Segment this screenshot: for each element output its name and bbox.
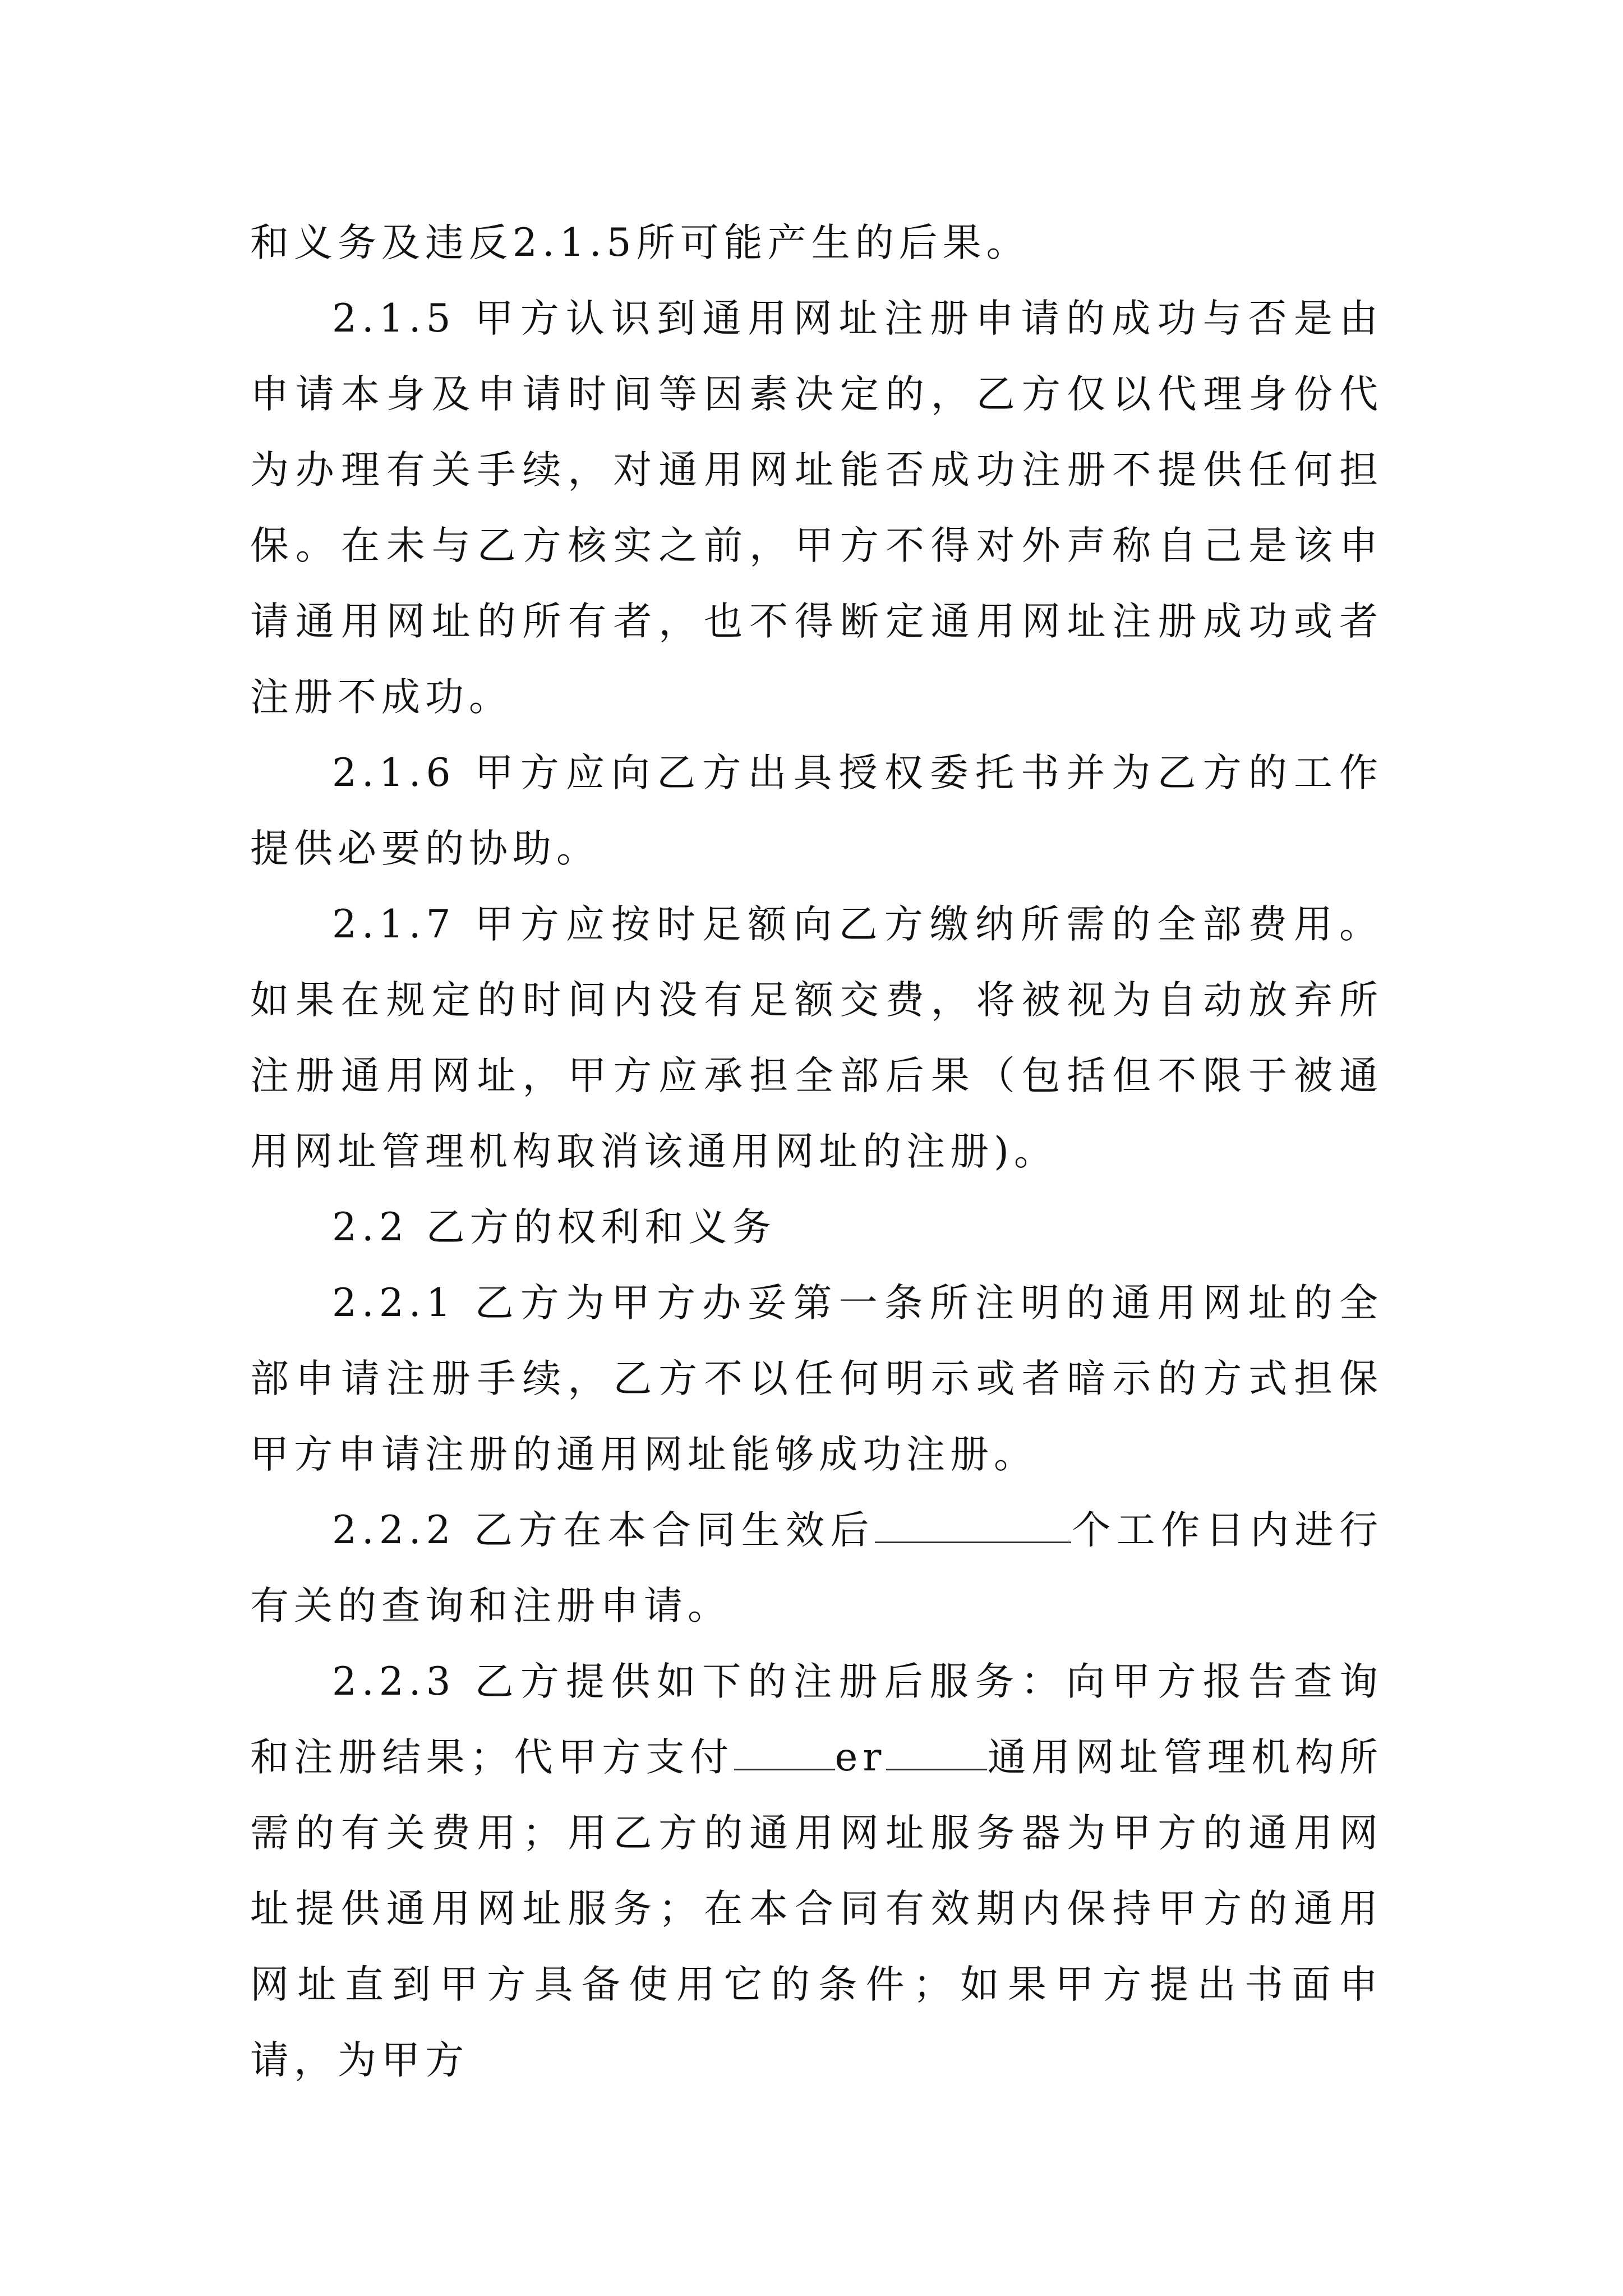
paragraph-2-2-3-text-start: 2.2.3 乙方提供如下的注册后服务：向甲方报告查询和注册结果；代甲方支付 [250, 1659, 1383, 1780]
paragraph-2-1-5: 2.1.5 甲方认识到通用网址注册申请的成功与否是由申请本身及申请时间等因素决定的，乙方仅以代理身份代为办理有关手续，对通用网址能否成功注册不提供任何担保。在未与乙方核实之前，甲方不得对外声称自己是该申请通用网址的所有者，也不得断定通用网址注册成功或者注册不成功。 [250, 296, 1383, 720]
paragraph-2-1-7: 2.1.7 甲方应按时足额向乙方缴纳所需的全部费用。如果在规定的时间内没有足额交费，将被视为自动放弃所注册通用网址，甲方应承担全部后果（包括但不限于被通用网址管理机构取消该通用网址的注册)。 [250, 902, 1383, 1174]
paragraph-2-2-2-text-start: 2.2.2 乙方在本合同生效后 [332, 1508, 875, 1553]
fill-in-blank-right [886, 1769, 987, 1770]
paragraph-2-2-3-text-end: 通用网址管理机构所需的有关费用；用乙方的通用网址服务器为甲方的通用网址提供通用网址服务；在本合同有效期内保持甲方的通用网址直到甲方具备使用它的条件；如果甲方提出书面申请，为甲方 [250, 1735, 1384, 2083]
paragraph-2-2-3 [250, 1644, 1383, 2099]
paragraph-2-2-2-text-end: 个工作日内进行有关的查询和注册申请。 [250, 1508, 1384, 1628]
paragraph-2-2-3-text-mid: er [834, 1735, 887, 1780]
paragraph-2-2-2 [250, 1493, 1383, 1644]
section-heading-2-2: 2.2 乙方的权利和义务 [332, 1205, 776, 1250]
fill-in-blank-days [875, 1542, 1071, 1543]
fill-in-blank-left [734, 1769, 835, 1770]
document-body [250, 205, 1383, 2099]
paragraph-continuation: 和义务及违反2.1.5所可能产生的后果。 [250, 220, 1030, 265]
paragraph-2-1-6: 2.1.6 甲方应向乙方出具授权委托书并为乙方的工作提供必要的协助。 [250, 751, 1383, 871]
paragraph-2-2-1: 2.2.1 乙方为甲方办妥第一条所注明的通用网址的全部申请注册手续，乙方不以任何明示或者暗示的方式担保甲方申请注册的通用网址能够成功注册。 [250, 1281, 1383, 1477]
